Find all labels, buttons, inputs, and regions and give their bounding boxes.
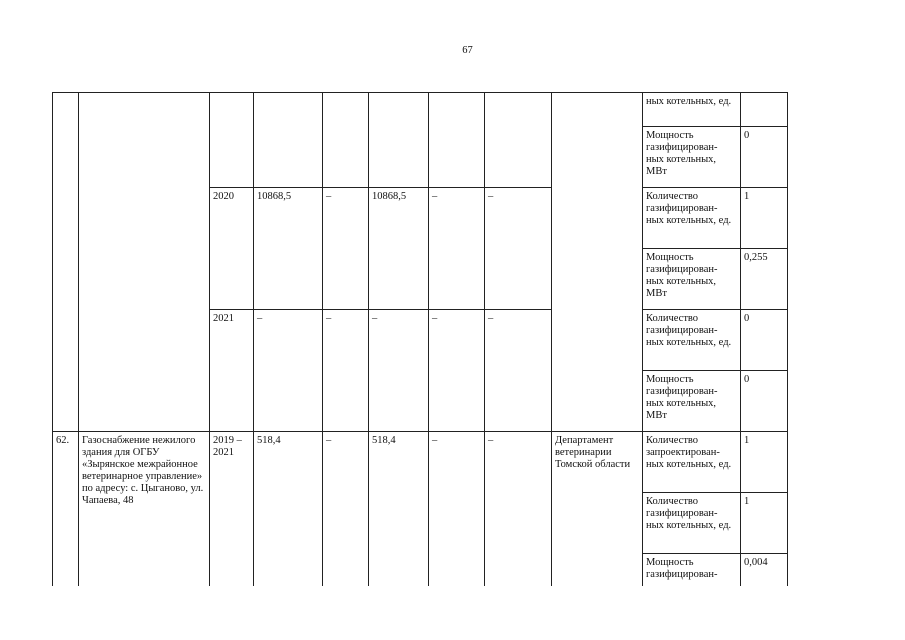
indicator-value: 0 bbox=[741, 310, 788, 371]
table-row-item-62 bbox=[53, 432, 788, 493]
cell-num bbox=[53, 93, 79, 432]
cell-name: Газоснабжение нежилого здания для ОГБУ «Зырянское межрайонное ветеринарное управление» по адресу: с. Цыганово, ул. Чапаева, 48 bbox=[79, 432, 210, 586]
page-number: 67 bbox=[462, 45, 473, 56]
cell-c4: – bbox=[485, 432, 552, 586]
cell-c1: – bbox=[323, 310, 369, 432]
cell-c3: – bbox=[429, 432, 485, 586]
indicator-label: Мощность газифицирован- bbox=[643, 554, 741, 586]
cell-c4: – bbox=[485, 188, 552, 310]
indicator-label: Мощность газифицирован- ных котельных, МВт bbox=[643, 371, 741, 432]
cell-c1: – bbox=[323, 432, 369, 586]
indicator-value: 1 bbox=[741, 493, 788, 554]
cell-c1 bbox=[323, 93, 369, 188]
cell-year: 2021 bbox=[210, 310, 254, 432]
cell-c2: 518,4 bbox=[369, 432, 429, 586]
indicator-label: Количество газифицирован- ных котельных, ед. bbox=[643, 493, 741, 554]
cell-total: 10868,5 bbox=[254, 188, 323, 310]
cell-c2: – bbox=[369, 310, 429, 432]
cell-total: 518,4 bbox=[254, 432, 323, 586]
indicator-value: 0 bbox=[741, 127, 788, 188]
cell-c3: – bbox=[429, 310, 485, 432]
cell-c2: 10868,5 bbox=[369, 188, 429, 310]
cell-year: 2020 bbox=[210, 188, 254, 310]
cell-executor: Департамент ветеринарии Томской области bbox=[552, 432, 643, 586]
cell-c3: – bbox=[429, 188, 485, 310]
cell-c4: – bbox=[485, 310, 552, 432]
indicator-value: 1 bbox=[741, 432, 788, 493]
cell-total bbox=[254, 93, 323, 188]
indicator-label: Количество газифицирован- ных котельных, ед. bbox=[643, 188, 741, 249]
indicator-label: Мощность газифицирован- ных котельных, МВт bbox=[643, 249, 741, 310]
indicator-label: Мощность газифицирован- ных котельных, МВт bbox=[643, 127, 741, 188]
cell-executor bbox=[552, 93, 643, 432]
indicator-value: 0 bbox=[741, 371, 788, 432]
indicator-label: Количество запроектирован- ных котельных, ед. bbox=[643, 432, 741, 493]
indicator-value bbox=[741, 93, 788, 127]
indicator-value: 1 bbox=[741, 188, 788, 249]
cell-year: 2019 – 2021 bbox=[210, 432, 254, 586]
cell-total: – bbox=[254, 310, 323, 432]
cell-name bbox=[79, 93, 210, 432]
indicator-label: ных котельных, ед. bbox=[643, 93, 741, 127]
cell-c1: – bbox=[323, 188, 369, 310]
cell-num: 62. bbox=[53, 432, 79, 586]
indicator-value: 0,255 bbox=[741, 249, 788, 310]
program-table bbox=[52, 92, 788, 586]
cell-c2 bbox=[369, 93, 429, 188]
cell-c3 bbox=[429, 93, 485, 188]
cell-c4 bbox=[485, 93, 552, 188]
indicator-label: Количество газифицирован- ных котельных, ед. bbox=[643, 310, 741, 371]
cell-year bbox=[210, 93, 254, 188]
table-row bbox=[53, 93, 788, 127]
indicator-value: 0,004 bbox=[741, 554, 788, 586]
